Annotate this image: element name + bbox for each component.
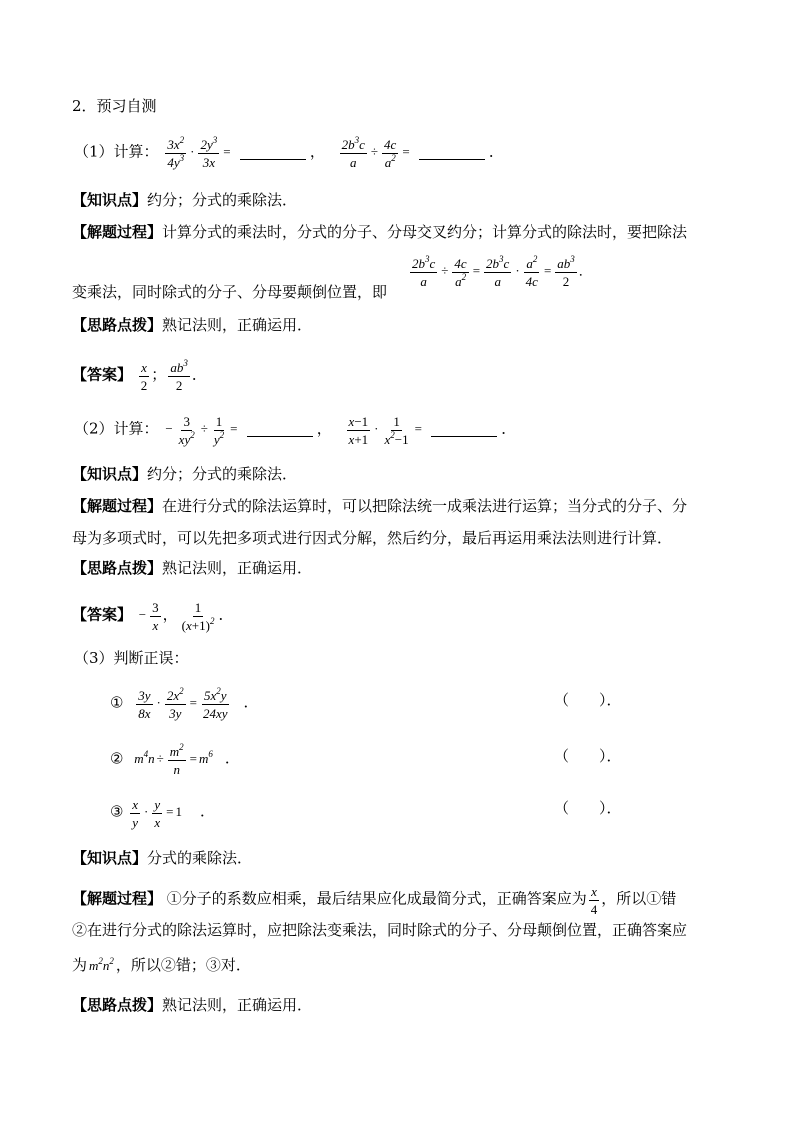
knowledge-text: 约分；分式的乘除法． bbox=[147, 191, 298, 209]
process-3-line-1: 【解题过程】 ①分子的系数应相乘，最后结果应化成最简分式，正确答案应为 $\frac{x}{4}$ ，所以①错 bbox=[72, 884, 677, 917]
process-3-line-2 bbox=[72, 920, 687, 940]
item-marker: ③ bbox=[110, 802, 124, 821]
q2-expression-b: $\frac{x-1}{x+1}$ · $\frac{1}{x^2-1}$ = bbox=[348, 414, 422, 447]
separator: ， bbox=[316, 419, 332, 438]
process-tag: 【解题过程】 bbox=[72, 223, 163, 241]
question-1-label: （1）计算： bbox=[74, 142, 159, 161]
section-title: 2．预习自测 bbox=[72, 97, 157, 115]
process-2-line-1 bbox=[72, 496, 687, 516]
question-3-label: （3）判断正误： bbox=[74, 649, 189, 667]
tip-text: 熟记法则，正确运用． bbox=[162, 559, 313, 577]
process-2-line-2 bbox=[72, 528, 672, 548]
question-1 bbox=[74, 137, 504, 170]
knowledge-tag: 【知识点】 bbox=[72, 191, 148, 209]
process-text: ①分子的系数应相乘，最后结果应化成最简分式，正确答案应为 bbox=[162, 889, 587, 908]
q2-expression-a: − $\frac{3}{xy^2}$ ÷ $\frac{1}{y^2}$ = bbox=[165, 414, 238, 447]
process-text: ，所以①错 bbox=[601, 889, 677, 908]
answer-blank bbox=[240, 145, 306, 160]
knowledge-tag: 【知识点】 bbox=[72, 465, 148, 483]
judge-item-1: ① $\frac{3y}{8x}$ · $\frac{2x^2}{3y}$ = $\frac{5x^2y}{24xy}$ ． bbox=[110, 686, 259, 721]
end-mark: ． bbox=[218, 605, 234, 624]
q1-expression-b: $\frac{2b^3c}{a}$ ÷ $\frac{4c}{a^2}$ = bbox=[341, 135, 410, 170]
answer-2: 【答案】 − $\frac{3}{x}$ ， $\frac{1}{(x+1)^2}$ ． bbox=[72, 600, 234, 633]
answer-blank bbox=[431, 422, 497, 437]
knowledge-text: 约分；分式的乘除法． bbox=[147, 465, 298, 483]
process-1-line-1 bbox=[72, 222, 687, 242]
judge-item-3: ③ $\frac{x}{y}$ · $\frac{y}{x}$ = 1 ． bbox=[110, 797, 215, 830]
answer-tag: 【答案】 bbox=[72, 605, 133, 624]
tip-3 bbox=[72, 995, 312, 1015]
judge-paren-1: （ ）． bbox=[554, 691, 622, 709]
process-text: 母为多项式时，可以先把多项式进行因式分解，然后约分，最后再运用乘法法则进行计算． bbox=[72, 529, 673, 547]
answer-1: 【答案】 $\frac{x}{2}$ ； $\frac{ab^3}{2}$ ． bbox=[72, 358, 207, 393]
tip-2 bbox=[72, 558, 312, 578]
item-marker: ① bbox=[110, 693, 124, 712]
tip-tag: 【思路点拨】 bbox=[72, 316, 163, 334]
end-mark: ． bbox=[199, 802, 215, 821]
separator: ， bbox=[162, 605, 178, 624]
tip-tag: 【思路点拨】 bbox=[72, 559, 163, 577]
tip-tag: 【思路点拨】 bbox=[72, 996, 163, 1014]
process-text: 计算分式的乘法时，分式的分子、分母交叉约分；计算分式的除法时，要把除法 bbox=[162, 223, 688, 241]
process-1-formula: $\frac{2b^3c}{a}$ ÷ $\frac{4c}{a^2}$ = $\frac{2b^3c}{a}$ · $\frac{a^2}{4c}$ = $\frac{ab^3}{2}$ ． bbox=[412, 254, 592, 289]
knowledge-tag: 【知识点】 bbox=[72, 849, 148, 867]
separator: ， bbox=[309, 142, 325, 161]
process-3-line-3: 为 $m^2n^2$ ，所以②错；③对． bbox=[72, 956, 251, 974]
tip-1 bbox=[72, 315, 312, 335]
question-2 bbox=[74, 414, 516, 447]
knowledge-1 bbox=[72, 190, 297, 210]
process-text: ②在进行分式的除法运算时，应把除法变乘法，同时除式的分子、分母颠倒位置，正确答案应 bbox=[72, 921, 688, 939]
tip-text: 熟记法则，正确运用． bbox=[162, 316, 313, 334]
answer-blank bbox=[247, 422, 313, 437]
process-text: ，所以②错；③对． bbox=[115, 956, 251, 974]
end-mark: ． bbox=[488, 142, 504, 161]
judge-paren-2: （ ）． bbox=[554, 747, 622, 765]
process-text: 在进行分式的除法运算时，可以把除法统一成乘法进行运算；当分式的分子、分 bbox=[162, 497, 688, 515]
separator: ； bbox=[151, 365, 167, 384]
tip-text: 熟记法则，正确运用． bbox=[162, 996, 313, 1014]
answer-tag: 【答案】 bbox=[72, 365, 133, 384]
process-text: 为 bbox=[72, 956, 88, 974]
judge-item-2: ② $m^4n$ ÷ $\frac{m^2}{n}$ = $m^6$ ． bbox=[110, 742, 240, 777]
process-text: 变乘法，同时除式的分子、分母要颠倒位置，即 bbox=[72, 283, 388, 301]
knowledge-text: 分式的乘除法． bbox=[147, 849, 253, 867]
item-marker: ② bbox=[110, 749, 124, 768]
end-mark: ． bbox=[224, 749, 240, 768]
answer-blank bbox=[419, 145, 485, 160]
process-tag: 【解题过程】 bbox=[72, 889, 163, 908]
knowledge-3 bbox=[72, 848, 252, 868]
question-2-label: （2）计算： bbox=[74, 419, 159, 438]
process-tag: 【解题过程】 bbox=[72, 497, 163, 515]
knowledge-2 bbox=[72, 464, 297, 484]
q1-expression-a: $\frac{3x^2}{4y^3}$ · $\frac{2y^3}{3x}$ = bbox=[167, 135, 231, 170]
process-1-line-2 bbox=[72, 282, 387, 302]
end-mark: ． bbox=[243, 693, 259, 712]
end-mark: ． bbox=[578, 263, 592, 279]
end-mark: ． bbox=[191, 365, 207, 384]
judge-paren-3: （ ）． bbox=[554, 799, 622, 817]
answer-2-expression: − $\frac{3}{x}$ bbox=[138, 600, 159, 633]
answer-1-expression: $\frac{x}{2}$ bbox=[140, 360, 148, 393]
end-mark: ． bbox=[501, 419, 517, 438]
